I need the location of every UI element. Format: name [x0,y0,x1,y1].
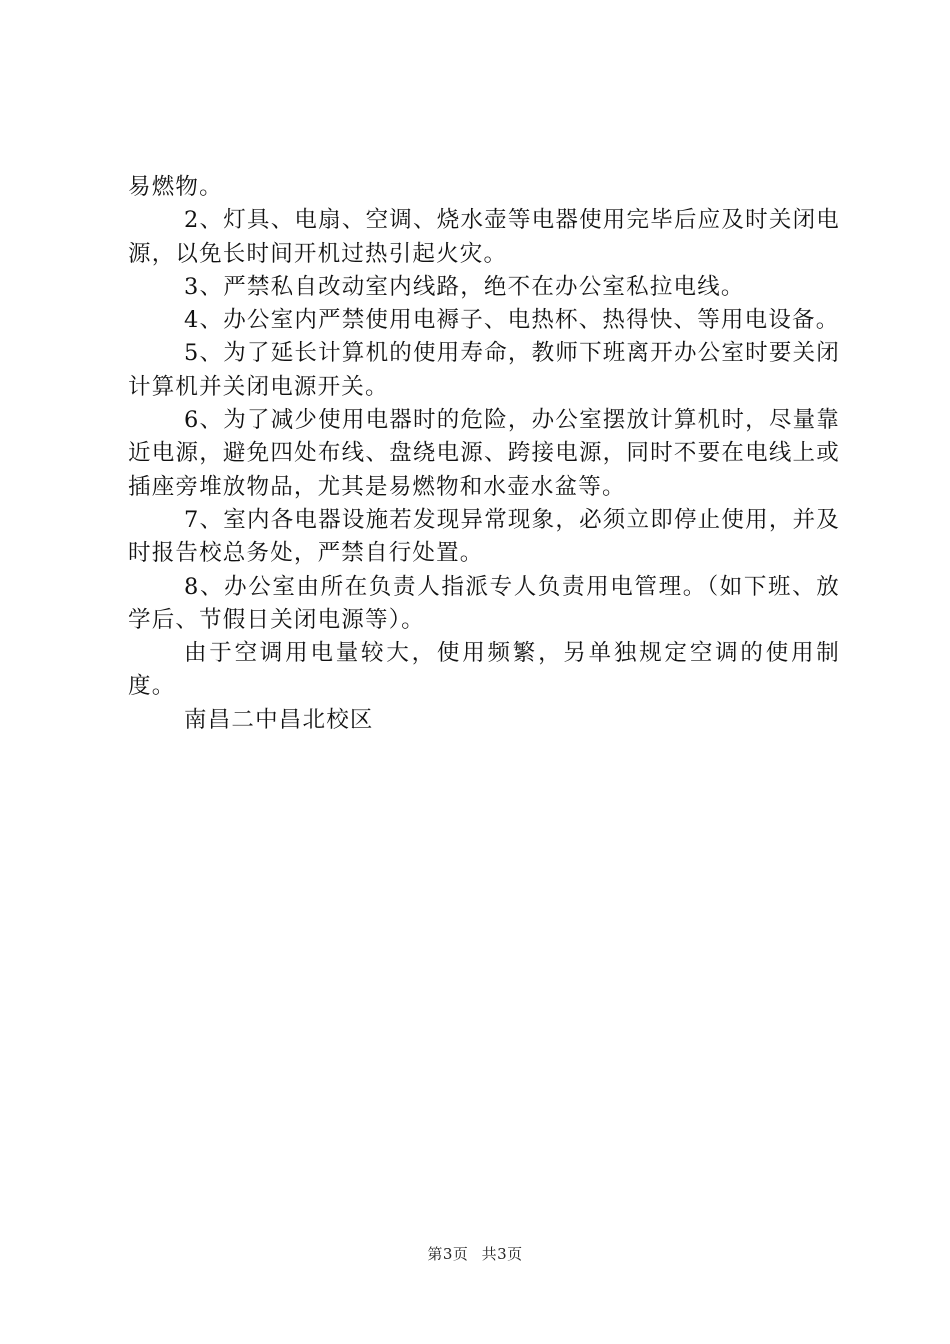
document-body [128,171,840,737]
signature-school-name: 南昌二中昌北校区 [184,706,374,733]
paragraph-item-4: 4、办公室内严禁使用电褥子、电热杯、热得快、等用电设备。 [184,307,840,334]
paragraph-item-6: 6、为了减少使用电器时的危险，办公室摆放计算机时，尽量靠近电源，避免四处布线、盘绕电源、跨接电源，同时不要在电线上或插座旁堆放物品，尤其是易燃物和水壶水盆等。 [128,407,840,500]
paragraph-item-3: 3、严禁私自改动室内线路，绝不在办公室私拉电线。 [184,273,745,300]
paragraph-item-7: 7、室内各电器设施若发现异常现象，必须立即停止使用，并及时报告校总务处，严禁自行处置。 [128,506,840,567]
paragraph-item-5: 5、为了延长计算机的使用寿命，教师下班离开办公室时要关闭计算机并关闭电源开关。 [128,340,840,400]
paragraph-continuation: 易燃物。 [128,174,223,200]
page-footer [0,1243,950,1264]
paragraph-air-conditioning-note: 由于空调用电量较大，使用频繁，另单独规定空调的使用制度。 [128,640,840,700]
paragraph-item-2: 2、灯具、电扇、空调、烧水壶等电器使用完毕后应及时关闭电源，以免长时间开机过热引起火灾。 [128,207,840,267]
paragraph-item-8: 8、办公室由所在负责人指派专人负责用电管理。（如下班、放学后、节假日关闭电源等）。 [128,573,840,633]
page-number: 第3页 [427,1245,469,1263]
page-total: 共3页 [481,1245,523,1263]
